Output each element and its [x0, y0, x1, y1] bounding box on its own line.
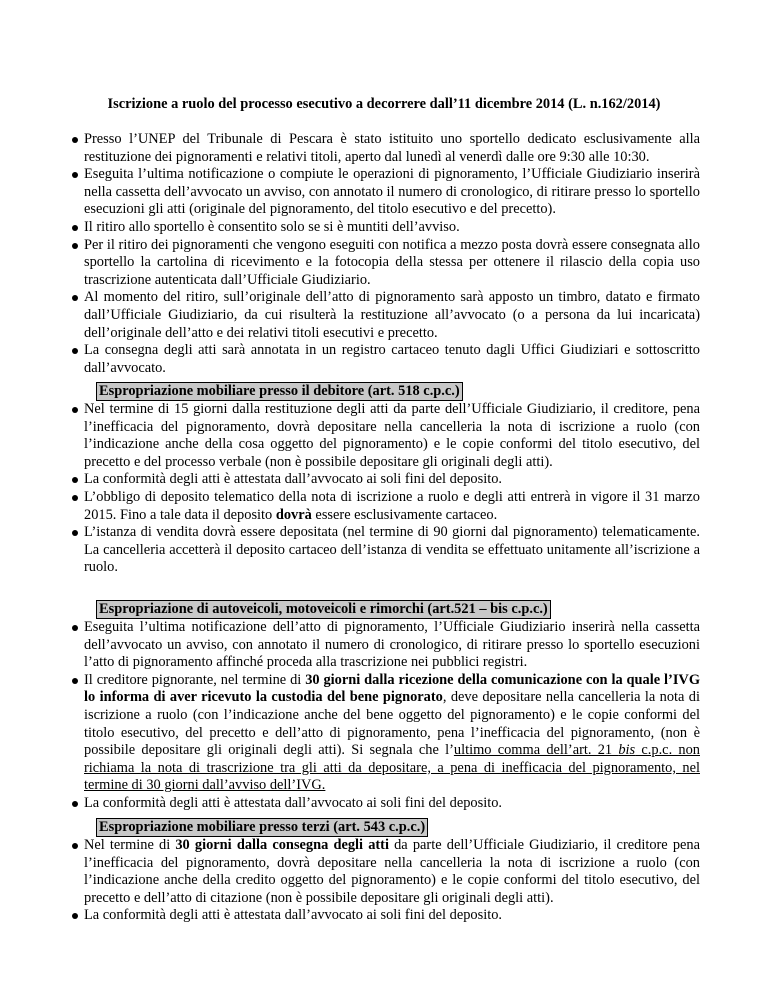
list-item: Per il ritiro dei pignoramenti che vengono eseguiti con notifica a mezzo posta dovrà essere consegnata allo sportello la cartolina di ricevimento e la fotocopia della stessa per ottenere il rilascio della copia uso trascrizione autenticata dall’Ufficiale Giudiziario.: [72, 237, 700, 290]
list-item: Il ritiro allo sportello è consentito solo se si è muntiti dell’avviso.: [72, 219, 700, 237]
bullet-icon: [72, 137, 78, 143]
section-list: [72, 619, 700, 813]
list-item: Al momento del ritiro, sull’originale dell’atto di pignoramento sarà apposto un timbro, datato e firmato dall’Ufficiale Giudiziario, da cui risulterà la restituzione all’avvocato (o a persona da lui incaricata) dell’originale dell’atto e dei relativi titoli esecutivi e precetto.: [72, 289, 700, 342]
bullet-icon: [72, 530, 78, 536]
bullet-icon: [72, 495, 78, 501]
bullet-icon: [72, 843, 78, 849]
bullet-icon: [72, 348, 78, 354]
section-list: [72, 401, 700, 577]
list-item: Presso l’UNEP del Tribunale di Pescara è stato istituito uno sportello dedicato esclusivamente alla restituzione dei pignoramenti e relativi titoli, aperto dal lunedì al venerdì dalle ore 9:30 alle 10:30.: [72, 131, 700, 166]
list-item: La conformità degli atti è attestata dall’avvocato ai soli fini del deposito.: [72, 471, 700, 489]
document-title: Iscrizione a ruolo del processo esecutivo a decorrere dall’11 dicembre 2014 (L. n.162/2014): [107, 96, 661, 112]
intro-section: [72, 131, 700, 377]
list-item: Nel termine di 15 giorni dalla restituzione degli atti da parte dell’Ufficiale Giudiziario, il creditore, pena l’inefficacia del pignoramento, dovrà depositare nella cancelleria la nota di iscrizione a ruolo (con l’indicazione anche della cosa oggetto del pignoramento) e le copie conformi del titolo esecutivo, del precetto e del processo verbale (non è possibile depositare gli originali degli atti).: [72, 401, 700, 471]
section-heading: Espropriazione mobiliare presso terzi (art. 543 c.p.c.): [96, 818, 428, 837]
list-item: L’obbligo di deposito telematico della nota di iscrizione a ruolo e degli atti entrerà in vigore il 31 marzo 2015. Fino a tale data il deposito dovrà essere esclusivamente cartaceo.: [72, 489, 700, 524]
section-autoveicoli: [72, 600, 700, 813]
intro-list: [72, 131, 700, 377]
list-item: Eseguita l’ultima notificazione o compiute le operazioni di pignoramento, l’Ufficiale Giudiziario inserirà nella cassetta dell’avvocato un avviso, con annotato il numero di cronologico, di ritirare presso lo sportello esecuzioni gli atti (originale del pignoramento, del titolo esecutivo e del precetto).: [72, 166, 700, 219]
bullet-icon: [72, 801, 78, 807]
list-item: La conformità degli atti è attestata dall’avvocato ai soli fini del deposito.: [72, 907, 700, 925]
bullet-icon: [72, 295, 78, 301]
list-item: La conformità degli atti è attestata dall’avvocato ai soli fini del deposito.: [72, 795, 700, 813]
bullet-icon: [72, 225, 78, 231]
list-item: Nel termine di 30 giorni dalla consegna degli atti da parte dell’Ufficiale Giudiziario, il creditore pena l’inefficacia del pignoramento, dovrà depositare nella cancelleria la nota di iscrizione a ruolo (con l’indicazione anche della credito oggetto del pignoramento) e le copie conformi del titolo esecutivo, del precetto e dell’atto di citazione (non è possibile depositare gli originali degli atti).: [72, 837, 700, 907]
list-item: Il creditore pignorante, nel termine di 30 giorni dalla ricezione della comunicazione con la quale l’IVG lo informa di aver ricevuto la custodia del bene pignorato, deve depositare nella cancelleria la nota di iscrizione a ruolo (con l’indicazione anche del bene oggetto del pignoramento) e le copie conformi del titolo esecutivo, del precetto e dell’atto di pignoramento, pena l’inefficacia del pignoramento, (non è possibile depositare gli originali degli atti). Si segnala che l’ultimo comma dell’art. 21 bis c.p.c. non richiama la nota di trascrizione tra gli atti da depositare, a pena di inefficacia del pignoramento, nel termine di 30 giorni dall’avviso dell’IVG.: [72, 672, 700, 795]
bullet-icon: [72, 243, 78, 249]
bullet-icon: [72, 625, 78, 631]
bullet-icon: [72, 477, 78, 483]
bullet-icon: [72, 172, 78, 178]
section-heading: Espropriazione di autoveicoli, motoveicoli e rimorchi (art.521 – bis c.p.c.): [96, 600, 551, 619]
bullet-icon: [72, 913, 78, 919]
section-presso-terzi: [72, 818, 700, 925]
list-item: L’istanza di vendita dovrà essere depositata (nel termine di 90 giorni dal pignoramento) telematicamente. La cancelleria accetterà il deposito cartaceo dell’istanza di vendita se effettuato unitamente all’iscrizione a ruolo.: [72, 524, 700, 577]
list-item: Eseguita l’ultima notificazione dell’atto di pignoramento, l’Ufficiale Giudiziario inserirà nella cassetta dell’avvocato un avviso, con annotato il numero di cronologico, di ritirare presso lo sportello esecuzioni l’atto di pignoramento affinché proceda alla trascrizione nei pubblici registri.: [72, 619, 700, 672]
section-list: [72, 837, 700, 925]
bullet-icon: [72, 407, 78, 413]
section-mobiliare-debitore: [72, 382, 700, 577]
list-item: La consegna degli atti sarà annotata in un registro cartaceo tenuto dagli Uffici Giudiziari e sottoscritto dall’avvocato.: [72, 342, 700, 377]
bullet-icon: [72, 678, 78, 684]
section-heading: Espropriazione mobiliare presso il debitore (art. 518 c.p.c.): [96, 382, 463, 401]
